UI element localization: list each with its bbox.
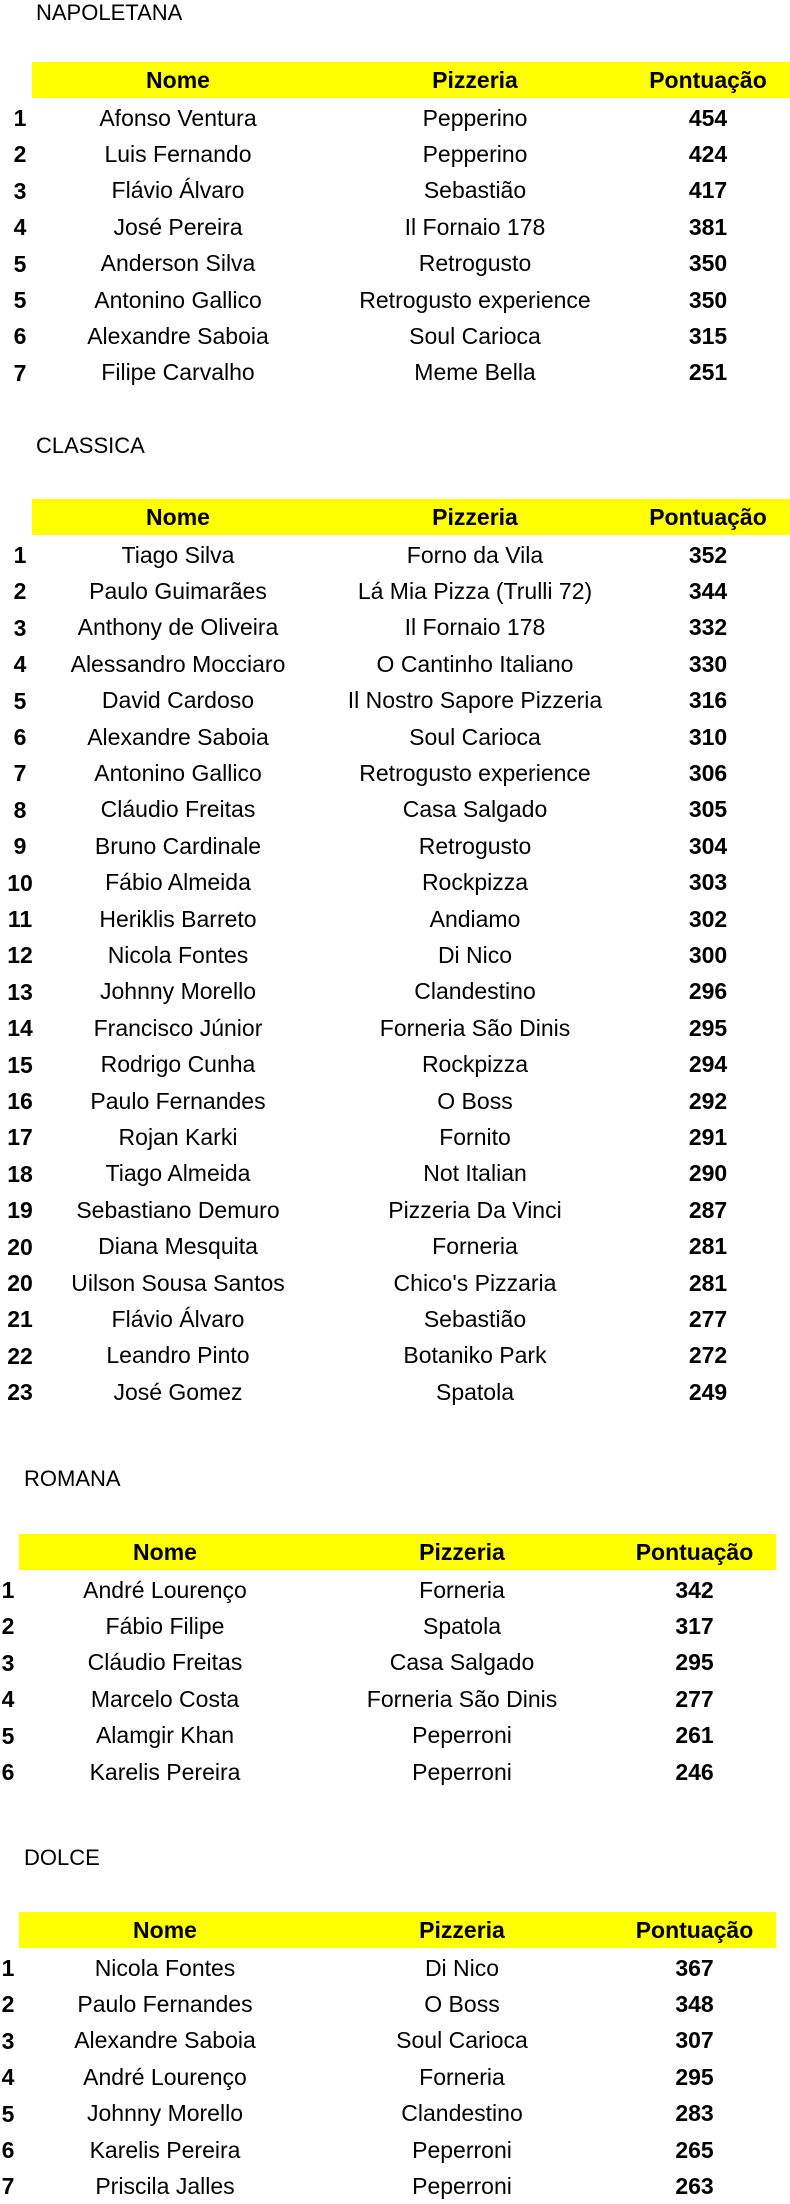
rank-number: 11 <box>7 906 33 932</box>
table-row <box>32 828 790 864</box>
cell-nome: Francisco Júnior <box>93 1014 263 1041</box>
cell-pontuacao: 277 <box>688 1305 728 1332</box>
table-row <box>19 2096 776 2132</box>
cell-nome: Cláudio Freitas <box>100 796 256 823</box>
cell-pontuacao: 330 <box>688 650 728 677</box>
cell-pontuacao: 304 <box>688 832 728 859</box>
cell-pizzeria: Soul Carioca <box>409 322 541 349</box>
rank-number: 2 <box>13 578 27 605</box>
cell-pontuacao: 350 <box>688 286 728 313</box>
table-row <box>19 2168 776 2204</box>
table-row <box>32 173 790 209</box>
cell-pizzeria: Clandestino <box>414 978 536 1005</box>
cell-pontuacao: 251 <box>688 359 728 386</box>
cell-nome: Alexandre Saboia <box>87 322 269 349</box>
cell-nome: Alexandre Saboia <box>87 723 269 750</box>
header-nome: Nome <box>146 66 210 93</box>
table-row <box>32 355 790 391</box>
cell-pizzeria: Soul Carioca <box>409 723 541 750</box>
header-pizzeria: Pizzeria <box>419 1916 505 1943</box>
rank-number: 2 <box>1 1991 15 2018</box>
section-title: CLASSICA <box>36 433 145 458</box>
cell-pizzeria: Forneria <box>432 1233 518 1260</box>
cell-pontuacao: 332 <box>688 614 728 641</box>
cell-pontuacao: 344 <box>688 577 728 604</box>
rank-number: 15 <box>7 1051 33 1078</box>
rank-number: 5 <box>1 1722 15 1749</box>
table-header <box>19 1534 776 1570</box>
cell-pizzeria: Retrogusto experience <box>359 759 591 786</box>
cell-pontuacao: 290 <box>688 1160 728 1187</box>
cell-nome: Alessandro Mocciaro <box>70 650 286 677</box>
header-pontuacao: Pontuação <box>635 1538 754 1565</box>
cell-nome: Uilson Sousa Santos <box>71 1269 285 1296</box>
rank-number: 3 <box>13 614 27 641</box>
rank-number: 3 <box>1 2027 15 2054</box>
cell-nome: Fábio Filipe <box>105 1612 225 1639</box>
cell-nome: Rodrigo Cunha <box>100 1051 256 1078</box>
cell-nome: André Lourenço <box>83 2063 247 2090</box>
table-row <box>32 792 790 828</box>
cell-pizzeria: Clandestino <box>401 2100 523 2127</box>
cell-pontuacao: 302 <box>688 905 728 932</box>
table-row <box>32 136 790 172</box>
cell-nome: Diana Mesquita <box>98 1233 258 1260</box>
cell-pizzeria: Pizzeria Da Vinci <box>388 1196 562 1223</box>
cell-nome: David Cardoso <box>101 687 255 714</box>
cell-nome: Sebastiano Demuro <box>76 1196 280 1223</box>
rank-number: 6 <box>1 1759 15 1785</box>
cell-nome: André Lourenço <box>83 1576 247 1603</box>
cell-pontuacao: 381 <box>688 213 728 240</box>
cell-pizzeria: Casa Salgado <box>402 796 548 823</box>
table-row <box>32 1229 790 1265</box>
table-row <box>19 2059 776 2095</box>
cell-pizzeria: Rockpizza <box>421 869 529 896</box>
table-row <box>19 1986 776 2022</box>
rank-number: 9 <box>13 833 27 860</box>
cell-pontuacao: 263 <box>675 2172 714 2199</box>
cell-pontuacao: 295 <box>675 1649 714 1676</box>
rank-number: 3 <box>13 177 27 204</box>
cell-pizzeria: Sebastião <box>423 1305 527 1332</box>
cell-nome: Antonino Gallico <box>94 759 262 786</box>
cell-pontuacao: 317 <box>675 1612 714 1639</box>
header-pontuacao: Pontuação <box>649 66 767 93</box>
cell-pizzeria: Il Fornaio 178 <box>404 213 546 240</box>
cell-nome: José Pereira <box>113 213 243 240</box>
rank-number: 3 <box>1 1649 15 1676</box>
cell-pontuacao: 303 <box>688 869 728 896</box>
rank-number: 4 <box>1 1686 15 1713</box>
cell-pontuacao: 342 <box>675 1576 714 1603</box>
cell-nome: Priscila Jalles <box>95 2172 235 2199</box>
rank-number: 18 <box>7 1160 33 1187</box>
cell-pontuacao: 294 <box>688 1051 728 1078</box>
cell-nome: Bruno Cardinale <box>94 832 262 859</box>
cell-pizzeria: Chico's Pizzaria <box>393 1269 557 1296</box>
rank-number: 8 <box>13 796 27 823</box>
cell-pontuacao: 424 <box>688 140 728 167</box>
rank-number: 4 <box>13 651 27 678</box>
cell-nome: Anderson Silva <box>100 250 256 277</box>
table-row <box>32 719 790 755</box>
cell-nome: Karelis Pereira <box>89 2136 241 2163</box>
cell-pontuacao: 454 <box>688 104 728 131</box>
rank-number: 7 <box>13 359 27 386</box>
table-row <box>32 1265 790 1301</box>
cell-pontuacao: 295 <box>675 2063 714 2090</box>
table-row <box>32 537 790 573</box>
table-row <box>32 246 790 282</box>
rank-number: 4 <box>13 214 27 241</box>
cell-pizzeria: Retrogusto <box>418 832 532 859</box>
cell-nome: Afonso Ventura <box>99 104 257 131</box>
cell-pizzeria: Pepperino <box>422 140 528 167</box>
cell-nome: Heriklis Barreto <box>99 905 257 932</box>
cell-pontuacao: 261 <box>675 1722 714 1749</box>
table-row <box>32 1192 790 1228</box>
cell-nome: Johnny Morello <box>100 978 256 1005</box>
section-title: NAPOLETANA <box>36 0 183 25</box>
table-row <box>32 1301 790 1337</box>
cell-pizzeria: Peperroni <box>412 2136 512 2163</box>
table-row <box>19 1718 776 1754</box>
rank-number: 20 <box>7 1233 33 1260</box>
cell-nome: Alamgir Khan <box>95 1722 235 1749</box>
rank-number: 1 <box>13 105 27 131</box>
table-row <box>32 282 790 318</box>
cell-pizzeria: Il Fornaio 178 <box>404 614 546 641</box>
cell-pizzeria: Peperroni <box>412 2172 512 2199</box>
cell-pontuacao: 296 <box>688 978 728 1005</box>
cell-pontuacao: 352 <box>688 541 728 568</box>
cell-pontuacao: 272 <box>688 1342 728 1369</box>
cell-pizzeria: O Cantinho Italiano <box>376 650 574 677</box>
cell-pontuacao: 367 <box>675 1954 714 1981</box>
rank-number: 6 <box>13 724 27 750</box>
cell-nome: Karelis Pereira <box>89 1758 241 1785</box>
rank-number: 22 <box>7 1342 33 1369</box>
rank-number: 6 <box>1 2137 15 2163</box>
table-row <box>32 755 790 791</box>
cell-pizzeria: Retrogusto experience <box>359 286 591 313</box>
cell-nome: Marcelo Costa <box>90 1685 240 1712</box>
rank-number: 12 <box>7 942 33 969</box>
cell-pontuacao: 306 <box>688 759 728 786</box>
rank-number: 5 <box>13 687 27 714</box>
cell-nome: Alexandre Saboia <box>74 2027 256 2054</box>
cell-pontuacao: 295 <box>688 1014 728 1041</box>
table-row <box>32 610 790 646</box>
table-header <box>19 1912 776 1948</box>
cell-pontuacao: 307 <box>675 2027 714 2054</box>
header-pizzeria: Pizzeria <box>419 1538 505 1565</box>
cell-nome: Johnny Morello <box>87 2100 243 2127</box>
cell-nome: José Gomez <box>113 1378 243 1405</box>
cell-pizzeria: Meme Bella <box>414 359 536 386</box>
cell-pontuacao: 281 <box>688 1233 728 1260</box>
section-title: DOLCE <box>24 1845 100 1870</box>
rank-number: 1 <box>1 1577 15 1603</box>
header-nome: Nome <box>133 1916 197 1943</box>
cell-pizzeria: Forneria <box>419 2063 505 2090</box>
cell-pizzeria: Fornito <box>439 1123 511 1150</box>
cell-pontuacao: 316 <box>688 687 728 714</box>
table-row <box>32 646 790 682</box>
rank-number: 7 <box>1 2173 15 2200</box>
cell-pizzeria: Pepperino <box>422 104 528 131</box>
header-nome: Nome <box>146 503 210 530</box>
rank-number: 2 <box>13 141 27 168</box>
rank-number: 1 <box>1 1955 15 1981</box>
cell-nome: Cláudio Freitas <box>87 1649 243 1676</box>
cell-pizzeria: O Boss <box>437 1087 513 1114</box>
cell-pontuacao: 310 <box>688 723 728 750</box>
cell-nome: Tiago Almeida <box>105 1160 251 1187</box>
rank-number: 4 <box>1 2064 15 2091</box>
rank-number: 14 <box>7 1015 33 1042</box>
cell-pontuacao: 305 <box>688 796 728 823</box>
header-pizzeria: Pizzeria <box>432 503 518 530</box>
table-header <box>32 499 790 535</box>
table-row <box>19 1681 776 1717</box>
cell-pizzeria: Casa Salgado <box>389 1649 535 1676</box>
cell-pizzeria: Forno da Vila <box>406 541 544 568</box>
cell-pizzeria: Lá Mia Pizza (Trulli 72) <box>357 577 593 604</box>
cell-pontuacao: 249 <box>688 1378 728 1405</box>
rank-number: 23 <box>7 1379 33 1406</box>
table-row <box>19 1754 776 1790</box>
cell-nome: Luis Fernando <box>104 140 252 167</box>
cell-pizzeria: Not Italian <box>423 1160 527 1187</box>
header-pizzeria: Pizzeria <box>432 66 518 93</box>
cell-pizzeria: Botaniko Park <box>403 1342 547 1369</box>
header-pontuacao: Pontuação <box>649 503 767 530</box>
cell-pizzeria: Peperroni <box>412 1758 512 1785</box>
cell-nome: Flávio Álvaro <box>111 177 245 204</box>
cell-pizzeria: Peperroni <box>412 1722 512 1749</box>
cell-pizzeria: Andiamo <box>429 905 521 932</box>
cell-nome: Paulo Fernandes <box>77 1990 253 2017</box>
rank-number: 13 <box>7 978 33 1005</box>
cell-pizzeria: Di Nico <box>437 941 513 968</box>
cell-pontuacao: 300 <box>688 941 728 968</box>
rank-number: 2 <box>1 1613 15 1640</box>
cell-nome: Leandro Pinto <box>106 1342 250 1369</box>
cell-pontuacao: 281 <box>688 1269 728 1296</box>
table-row <box>32 318 790 354</box>
cell-pizzeria: Spatola <box>435 1378 514 1405</box>
cell-pontuacao: 291 <box>688 1123 728 1150</box>
cell-nome: Filipe Carvalho <box>101 359 255 386</box>
cell-nome: Fábio Almeida <box>105 869 251 896</box>
table-row <box>19 1950 776 1986</box>
table-row <box>32 1047 790 1083</box>
cell-pontuacao: 417 <box>688 177 728 204</box>
cell-pizzeria: Forneria São Dinis <box>366 1685 558 1712</box>
cell-nome: Nicola Fontes <box>107 941 249 968</box>
cell-nome: Tiago Silva <box>121 541 235 568</box>
cell-nome: Flávio Álvaro <box>111 1305 245 1332</box>
cell-nome: Anthony de Oliveira <box>77 614 279 641</box>
rank-number: 17 <box>7 1124 33 1151</box>
cell-pontuacao: 348 <box>675 1990 714 2017</box>
rank-number: 5 <box>13 287 27 313</box>
table-row <box>19 2023 776 2059</box>
cell-pizzeria: Di Nico <box>424 1954 500 1981</box>
section-title: ROMANA <box>24 1466 121 1491</box>
cell-pizzeria: Il Nostro Sapore Pizzeria <box>347 687 603 714</box>
table-row <box>19 2132 776 2168</box>
rank-number: 1 <box>13 542 27 568</box>
table-row <box>32 937 790 973</box>
cell-pizzeria: Soul Carioca <box>396 2027 528 2054</box>
cell-pizzeria: O Boss <box>424 1990 500 2017</box>
cell-nome: Paulo Fernandes <box>90 1087 266 1114</box>
cell-pizzeria: Retrogusto <box>418 250 532 277</box>
cell-pontuacao: 292 <box>688 1087 728 1114</box>
cell-nome: Antonino Gallico <box>94 286 262 313</box>
table-row <box>32 974 790 1010</box>
table-row <box>32 1374 790 1410</box>
rank-number: 20 <box>7 1270 33 1296</box>
cell-pontuacao: 315 <box>688 322 728 349</box>
table-row <box>32 100 790 136</box>
cell-pizzeria: Sebastião <box>423 177 527 204</box>
table-row <box>32 1156 790 1192</box>
table-row <box>32 1338 790 1374</box>
cell-pontuacao: 265 <box>675 2136 714 2163</box>
rank-number: 10 <box>7 869 33 896</box>
cell-pizzeria: Forneria <box>419 1576 505 1603</box>
header-pontuacao: Pontuação <box>635 1916 754 1943</box>
cell-pontuacao: 287 <box>688 1196 728 1223</box>
table-row <box>19 1608 776 1644</box>
cell-nome: Nicola Fontes <box>94 1954 236 1981</box>
rank-number: 16 <box>7 1088 33 1114</box>
table-row <box>32 901 790 937</box>
rank-number: 5 <box>1 2100 15 2127</box>
rank-number: 7 <box>13 760 27 787</box>
table-row <box>32 573 790 609</box>
cell-pontuacao: 246 <box>675 1758 714 1785</box>
rank-number: 21 <box>7 1306 33 1333</box>
table-row <box>32 209 790 245</box>
cell-pontuacao: 350 <box>688 250 728 277</box>
table-row <box>19 1572 776 1608</box>
table-row <box>32 865 790 901</box>
cell-nome: Paulo Guimarães <box>89 577 267 604</box>
cell-pontuacao: 277 <box>675 1685 714 1712</box>
cell-pizzeria: Rockpizza <box>421 1051 529 1078</box>
rank-number: 6 <box>13 323 27 350</box>
table-row <box>19 1645 776 1681</box>
rank-number: 5 <box>13 250 27 277</box>
cell-pizzeria: Forneria São Dinis <box>379 1014 571 1041</box>
table-row <box>32 1083 790 1119</box>
rank-number: 19 <box>7 1197 33 1224</box>
cell-pontuacao: 283 <box>675 2100 714 2127</box>
table-row <box>32 683 790 719</box>
header-nome: Nome <box>133 1538 197 1565</box>
cell-pizzeria: Spatola <box>422 1612 501 1639</box>
cell-nome: Rojan Karki <box>118 1123 238 1150</box>
table-row <box>32 1010 790 1046</box>
table-header <box>32 62 790 98</box>
table-row <box>32 1119 790 1155</box>
